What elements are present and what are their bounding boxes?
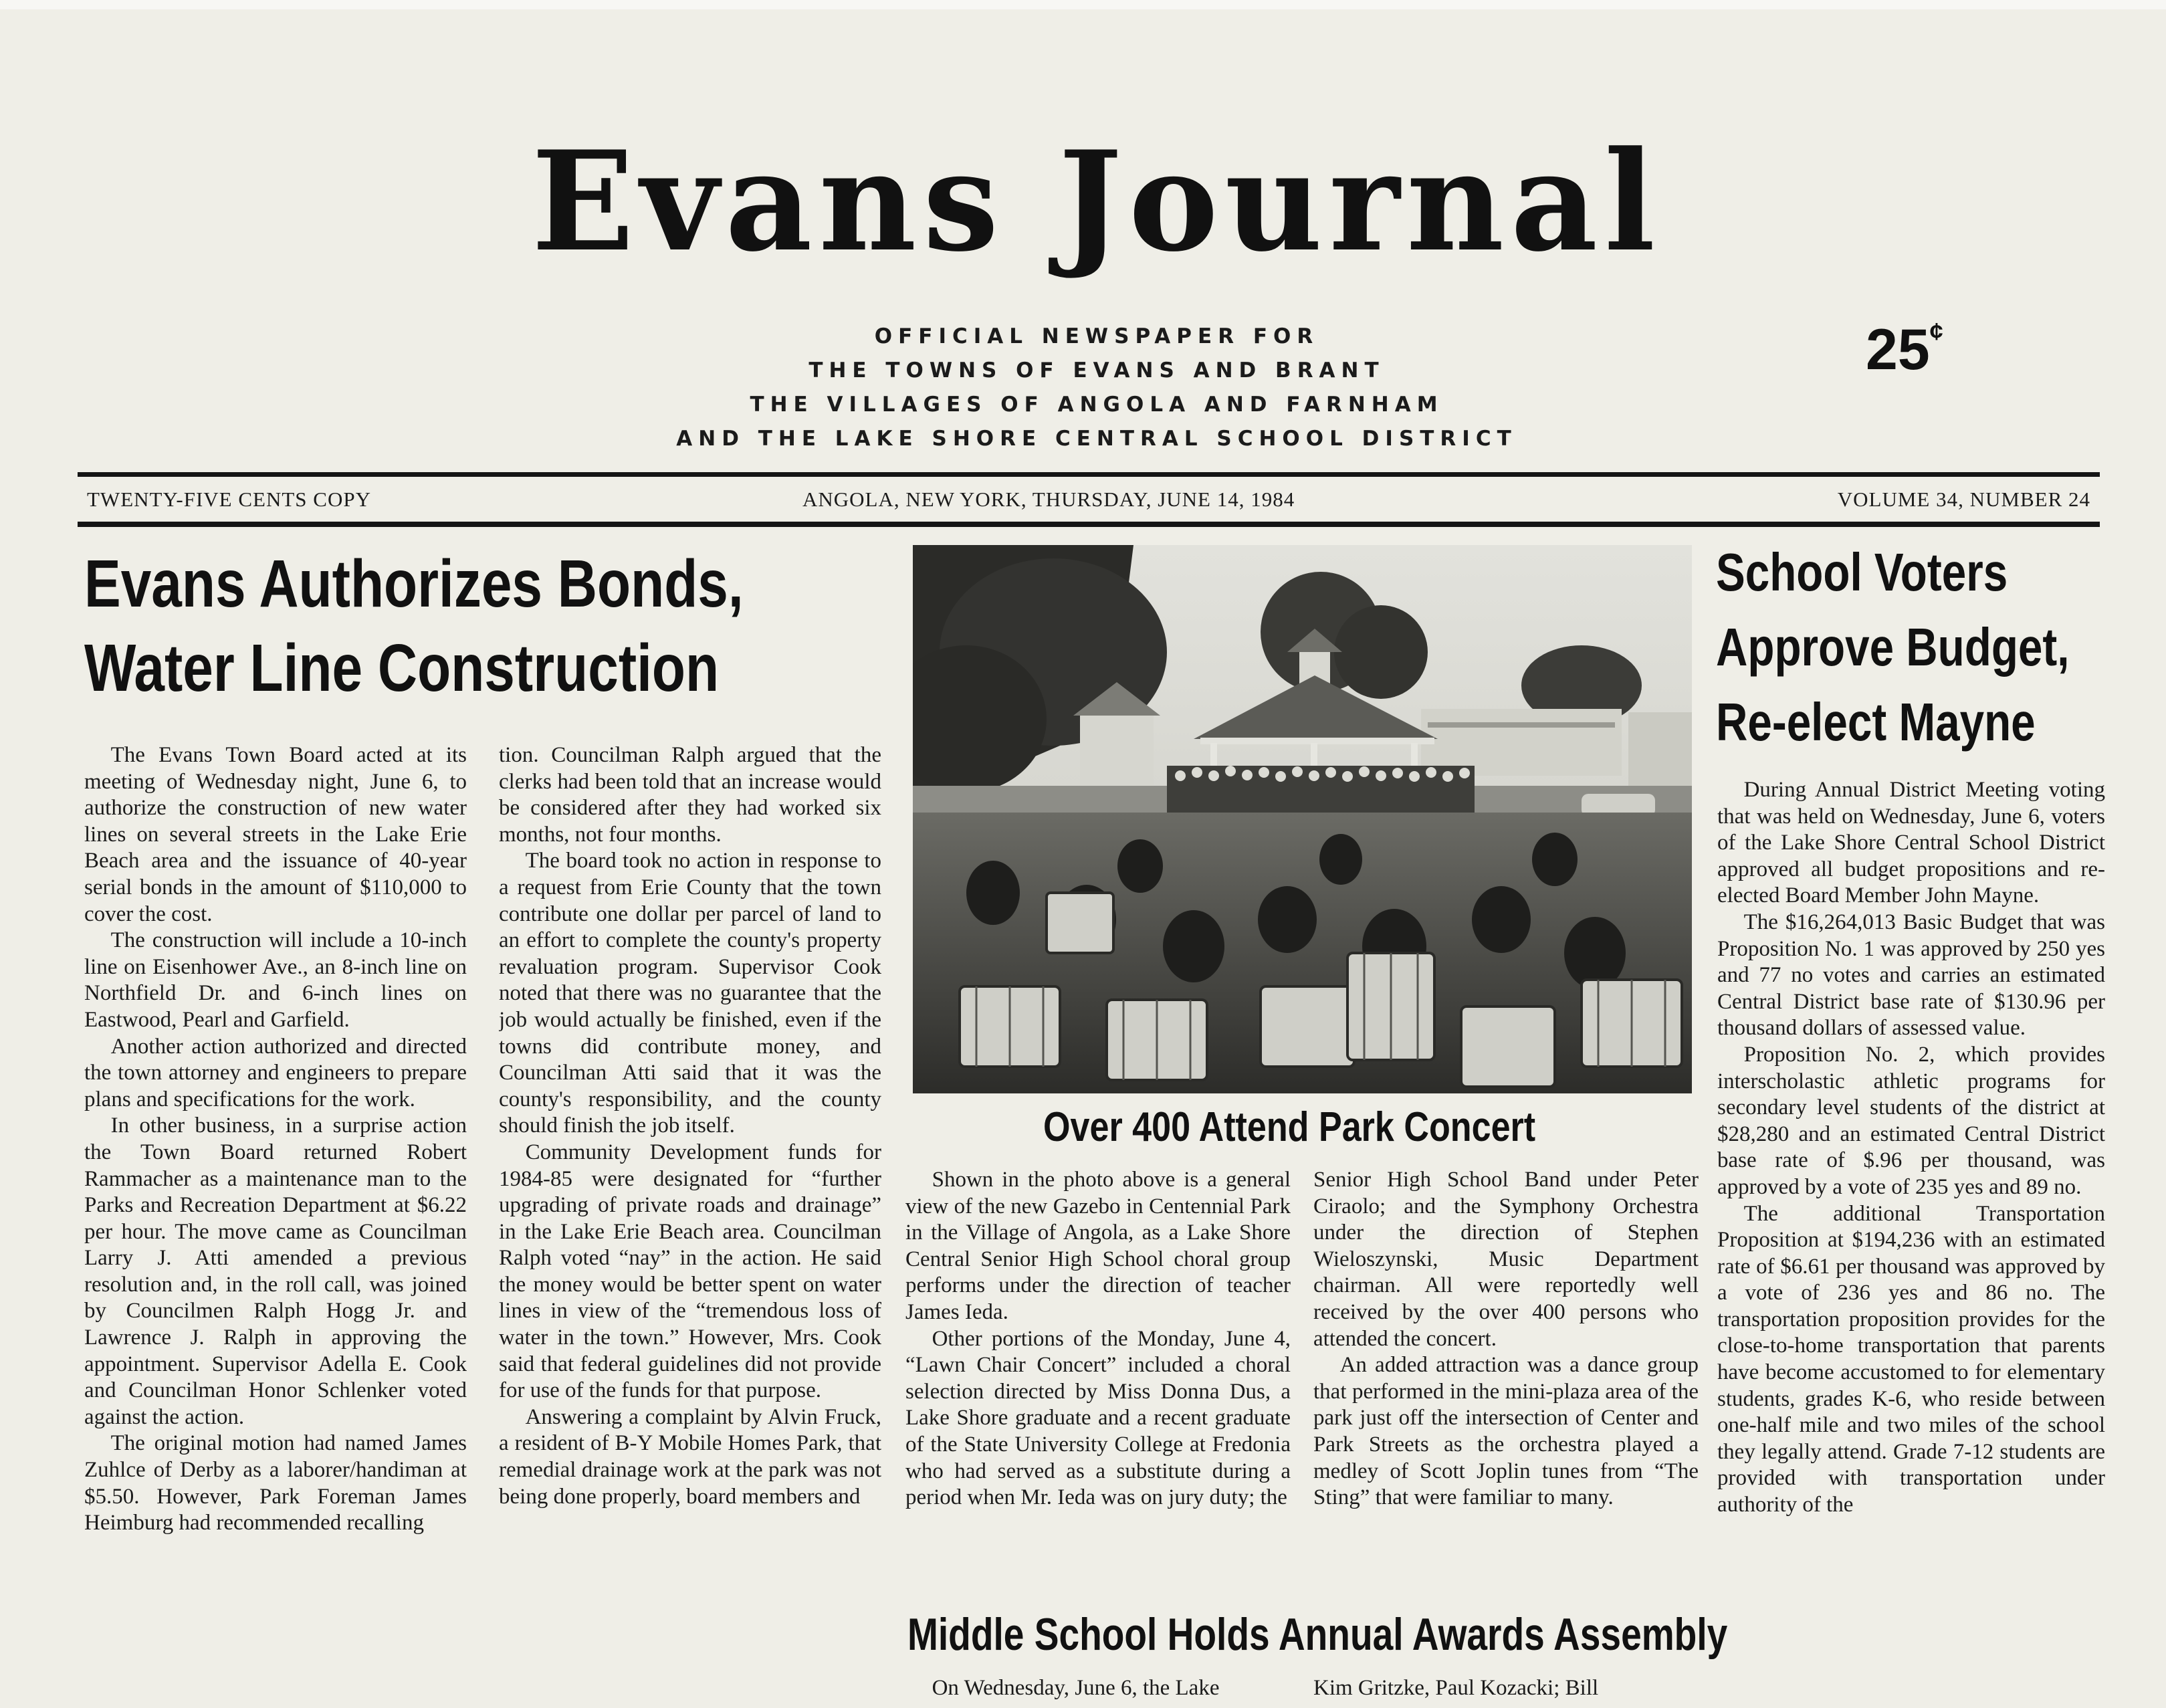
paragraph: Community Development funds for 1984-85 were designated for “further upgrading of private roads and drainage” in the Lake Erie Beach area. Councilman Ralph voted “nay” in the action. He said the money would be better spent on water lines in view of the “tremendous loss of water in the town.” However, Mrs. Cook said that federal guidelines did not provide for use of the funds for that purpose.: [499, 1140, 881, 1403]
headline-line: Re-elect Mayne: [1716, 692, 2036, 752]
headline-line: Evans Authorizes Bonds,: [84, 546, 744, 621]
bonds-headline: [84, 542, 744, 710]
subtitle-line: OFFICIAL NEWSPAPER FOR: [874, 324, 1319, 348]
paragraph: Other portions of the Monday, June 4, “Lawn Chair Concert” included a choral selection directed by Miss Donna Dus, a Lake Shore graduate and a recent graduate of the State University College at Fredonia who had served as a substitute during a period when Mr. Ieda was on jury duty; the: [905, 1326, 1291, 1510]
subtitle-line: THE VILLAGES OF ANGOLA AND FARNHAM: [750, 393, 1444, 417]
paragraph: On Wednesday, June 6, the Lake: [932, 1676, 1220, 1700]
dateline-volume: VOLUME 34, NUMBER 24: [1837, 488, 2090, 511]
paragraph: Shown in the photo above is a general view of the new Gazebo in Centennial Park in the Village of Angola, as a Lake Shore Central Senior High School choral group performs under the direction of teacher James Ieda.: [905, 1168, 1291, 1324]
cover-price: [1866, 317, 1943, 383]
paragraph: The board took no action in response to a request from Erie County that the town contribute one dollar per parcel of land to an effort to complete the county's property revaluation program. Supervisor Cook noted that there was no guarantee that the job would actually be finished, even if the towns did contribute money, and Councilman Atti said that it was the county's responsibility, and the county should finish the job itself.: [499, 849, 881, 1138]
paragraph: The $16,264,013 Basic Budget that was Proposition No. 1 was approved by 250 yes and 77 no votes and carries an estimated Central District base rate of $130.96 per thousand dollars of assessed value.: [1717, 910, 2105, 1041]
masthead-subtitle: [588, 320, 1605, 456]
top-rule: [78, 472, 2100, 477]
paragraph: The construction will include a 10-inch line on Eisenhower Ave., an 8-inch line on Northfield Dr. and 6-inch lines on Eastwood, Pearl and Garfield.: [84, 928, 467, 1032]
headline-line: School Voters: [1716, 542, 2008, 602]
headline-line: Approve Budget,: [1716, 617, 2070, 677]
bonds-column-2: [499, 742, 881, 1705]
gazebo-photo-illustration: [913, 545, 1692, 1093]
paragraph: The additional Transportation Proposition at $194,236 with an estimated rate of $6.61 per thousand was approved by a vote of 236 yes and 86 no. The transportation proposition provides for the close-to-home transportation that parents have become accustomed to for elementary students, grades K-6, who reside between one-half mile and two miles of the school they legally attend. Grade 7-12 students are provided with transportation under authority of the: [1717, 1201, 2105, 1517]
paragraph: An added attraction was a dance group that performed in the mini-plaza area of the park just off the intersection of Center and Park Streets as the orchestra played a medley of Scott Joplin tunes from “The Sting” that were familiar to many.: [1313, 1353, 1699, 1510]
price-unit: ¢: [1929, 318, 1943, 346]
awards-column-1: [905, 1675, 1291, 1707]
dateline-price: TWENTY-FIVE CENTS COPY: [87, 488, 371, 511]
subtitle-line: AND THE LAKE SHORE CENTRAL SCHOOL DISTRICT: [676, 427, 1517, 451]
concert-column-1: [905, 1167, 1291, 1595]
awards-headline: Middle School Holds Annual Awards Assembly: [907, 1609, 1728, 1660]
bonds-column-1: [84, 742, 467, 1705]
paragraph: The Evans Town Board acted at its meeting of Wednesday night, June 6, to authorize the construction of new water lines on several streets in the Lake Erie Beach area and the issuance of 40-year serial bonds in the amount of $110,000 to cover the cost.: [84, 743, 467, 926]
concert-column-2: [1313, 1167, 1699, 1595]
headline-line: Water Line Construction: [84, 631, 720, 706]
dateline-date: ANGOLA, NEW YORK, THURSDAY, JUNE 14, 1984: [802, 488, 1295, 511]
paragraph: Kim Gritzke, Paul Kozacki; Bill: [1313, 1676, 1599, 1700]
paragraph: During Annual District Meeting voting that was held on Wednesday, June 6, voters of the Lake Shore Central School District approved all budget propositions and re-elected Board Member John Mayne.: [1717, 778, 2105, 908]
dateline: [87, 488, 2090, 516]
paragraph: Senior High School Band under Peter Ciraolo; and the Symphony Orchestra under the direction of Stephen Wieloszynski, Music Department chairman. All were reportedly well received by the over 400 persons who attended the concert.: [1313, 1168, 1699, 1351]
bottom-rule: [78, 522, 2100, 527]
paragraph: tion. Councilman Ralph argued that the clerks had been told that an increase would be considered after they had worked six months, not four months.: [499, 743, 881, 847]
paragraph: Proposition No. 2, which provides interscholastic athletic programs for secondary level students of the district at $28,280 and an estimated Central District base rate of $.96 per thousand, was approved by a vote of 235 yes and 89 no.: [1717, 1042, 2105, 1199]
scan-edge: [0, 0, 2166, 9]
paragraph: In other business, in a surprise action the Town Board returned Robert Rammacher as a maintenance man to the Parks and Recreation Department at $6.22 per hour. The move came as Councilman Larry J. Atti amended a previous resolution and, in the roll call, was joined by Councilmen Ralph Hogg Jr. and Lawrence J. Ralph in approving the appointment. Supervisor Adella E. Cook and Councilman Honor Schlenker voted against the action.: [84, 1113, 467, 1429]
concert-headline: Over 400 Attend Park Concert: [1043, 1104, 1536, 1150]
paragraph: Answering a complaint by Alvin Fruck, a resident of B-Y Mobile Homes Park, that remedial drainage work at the park was not being done properly, board members and: [499, 1404, 881, 1509]
school-column: [1717, 777, 2105, 1705]
school-headline: [1716, 535, 2069, 760]
paragraph: The original motion had named James Zuhlce of Derby as a laborer/handiman at $5.50. However, Park Foreman James Heimburg had recommended recalling: [84, 1431, 467, 1535]
masthead-title: Evans Journal: [531, 122, 1662, 282]
concert-photo: [913, 545, 1692, 1093]
subtitle-line: THE TOWNS OF EVANS AND BRANT: [808, 358, 1385, 383]
paragraph: Another action authorized and directed the town attorney and engineers to prepare plans and specifications for the work.: [84, 1034, 467, 1111]
price-value: 25: [1866, 318, 1930, 382]
awards-column-2: [1313, 1675, 1699, 1707]
